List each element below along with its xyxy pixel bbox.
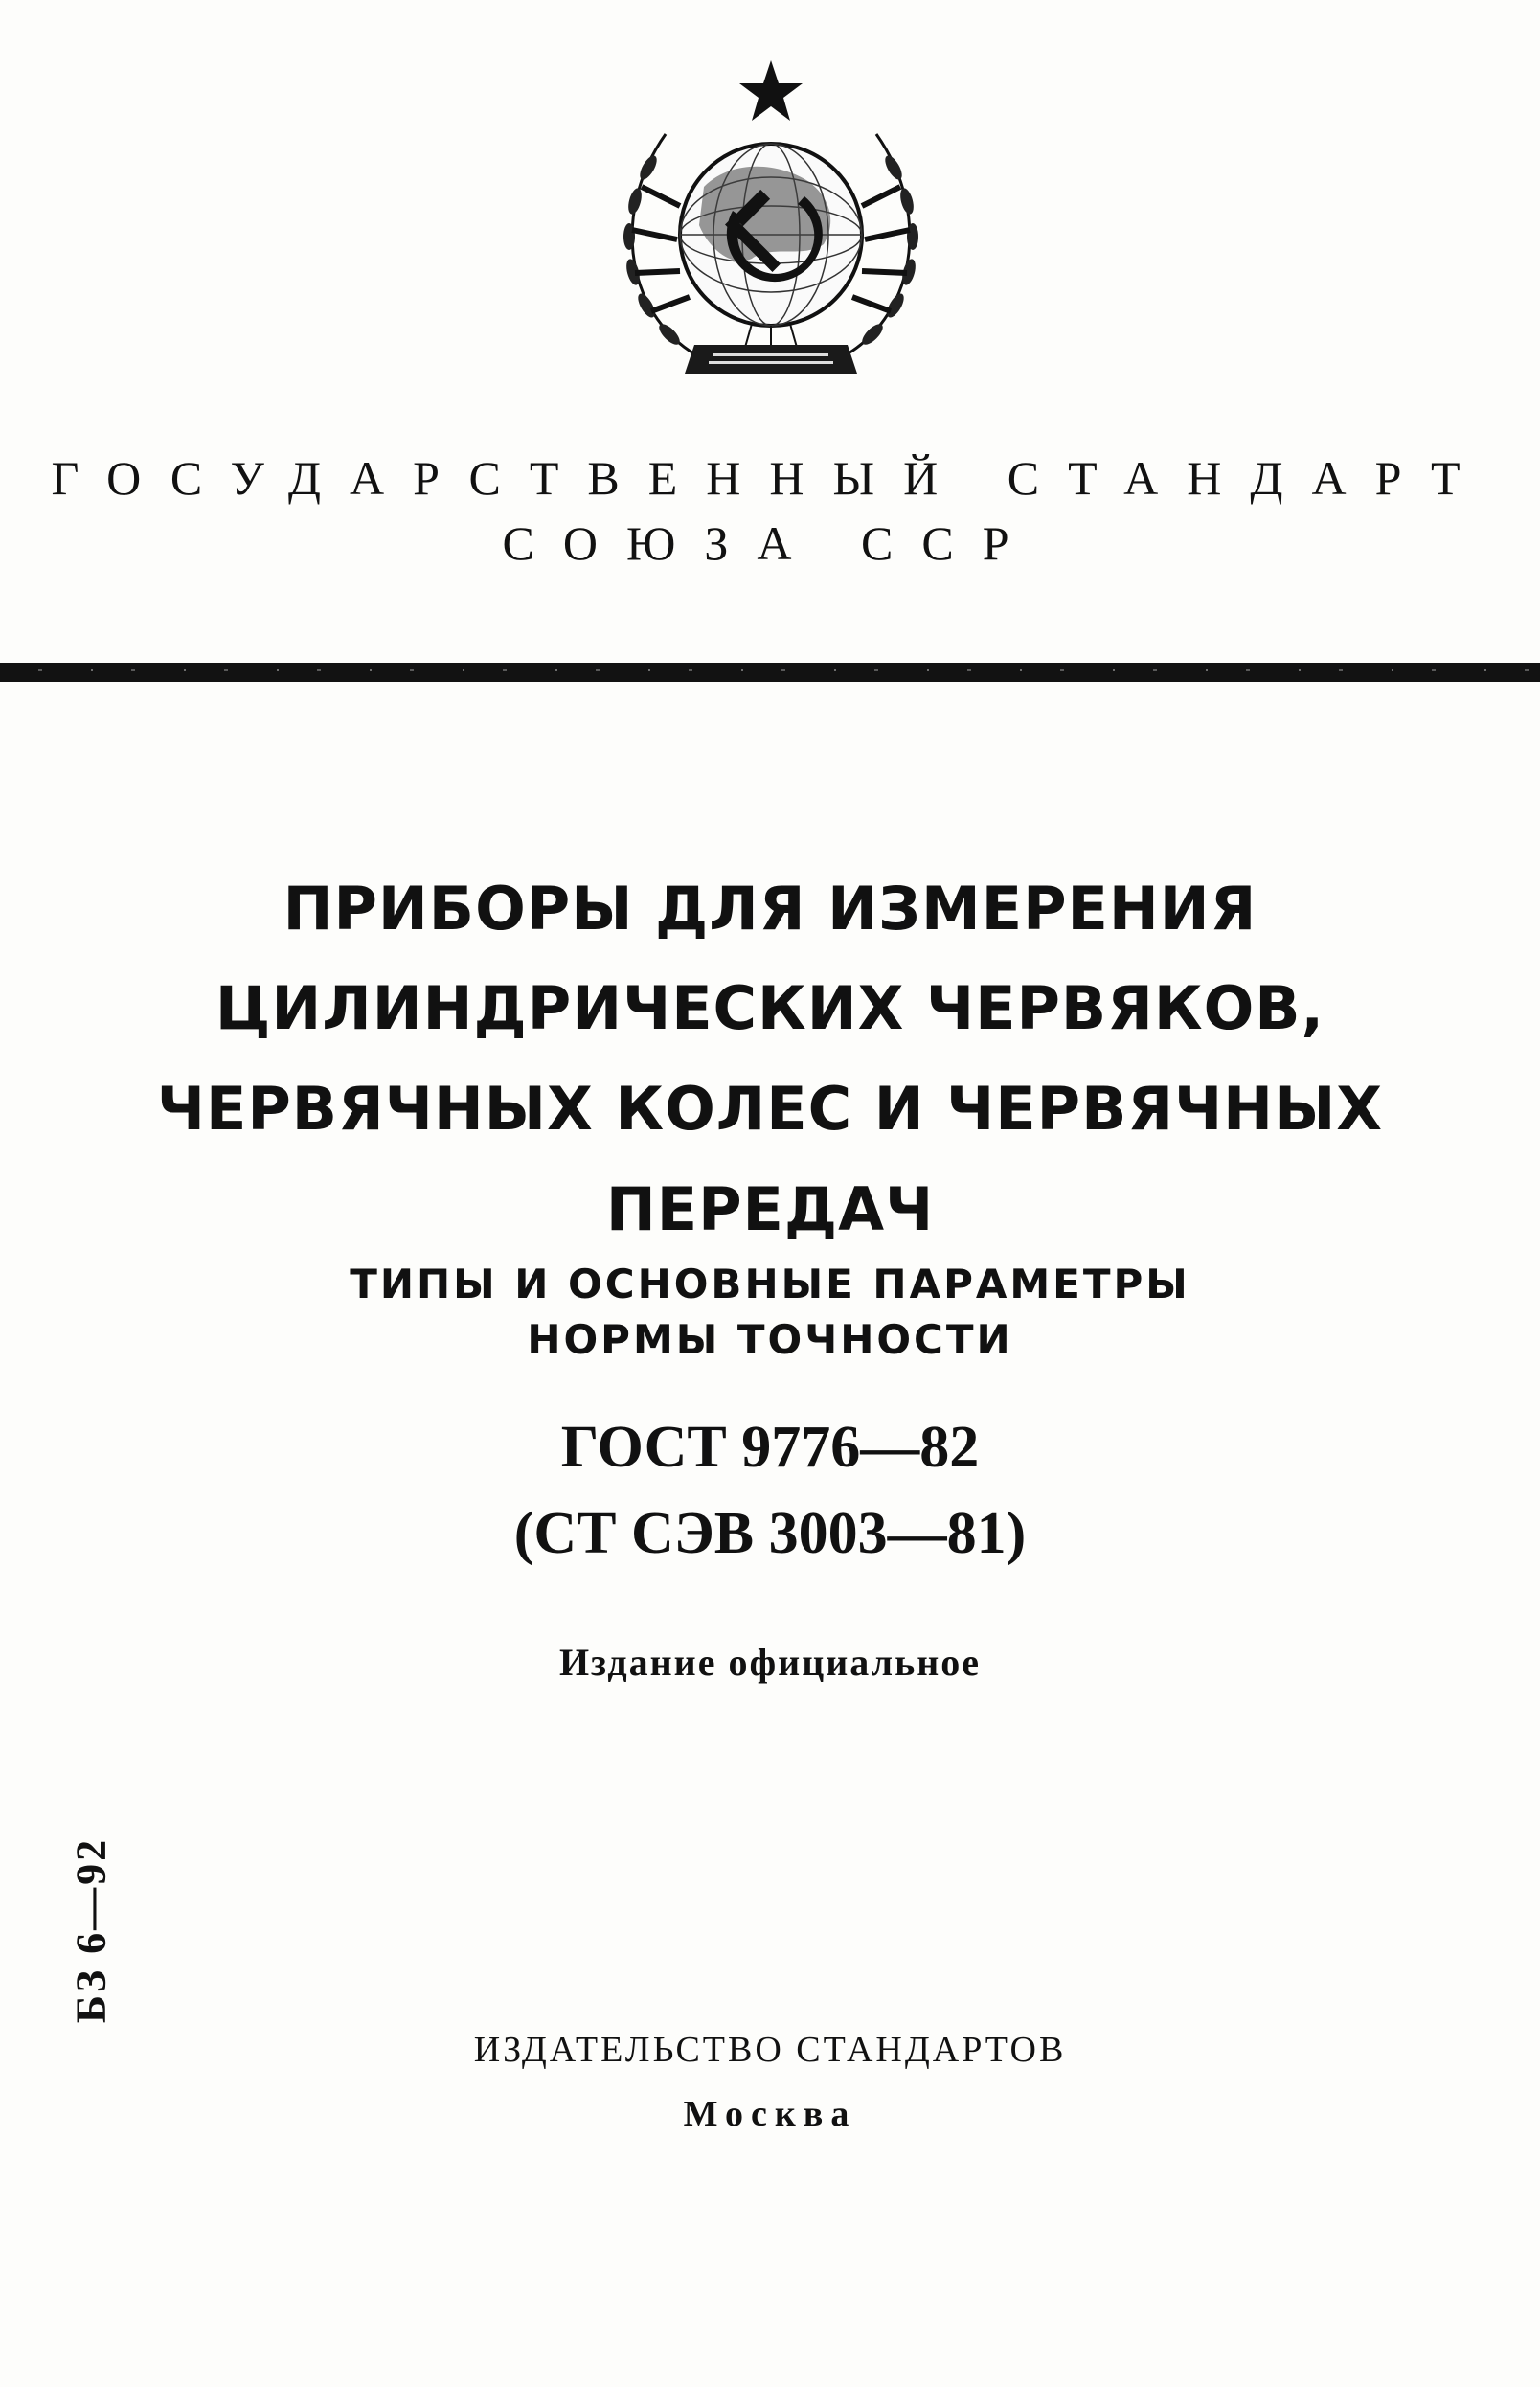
- header-line-2: СОЮЗА ССР: [502, 516, 1038, 570]
- side-code: БЗ 6—92: [67, 1836, 115, 2024]
- st-sev-number: (СТ СЭВ 3003—81): [513, 1501, 1027, 1566]
- title-line-1: ПРИБОРЫ ДЛЯ ИЗМЕРЕНИЯ: [283, 874, 1257, 943]
- divider: [0, 663, 1540, 682]
- title-line-3: ЧЕРВЯЧНЫХ КОЛЕС И ЧЕРВЯЧНЫХ: [156, 1074, 1384, 1144]
- title-line-2: ЦИЛИНДРИЧЕСКИХ ЧЕРВЯКОВ,: [215, 973, 1325, 1043]
- publisher-city: Москва: [683, 2094, 857, 2134]
- subtitle-line-2: НОРМЫ ТОЧНОСТИ: [527, 1316, 1013, 1363]
- title-line-4: ПЕРЕДАЧ: [605, 1174, 935, 1244]
- state-emblem-icon: [589, 53, 953, 417]
- star-icon: [739, 60, 803, 121]
- subtitle-line-1: ТИПЫ И ОСНОВНЫЕ ПАРАМЕТРЫ: [350, 1261, 1190, 1307]
- gost-number: ГОСТ 9776—82: [560, 1415, 980, 1480]
- edition-label: Издание официальное: [558, 1641, 982, 1684]
- header-line-1: ГОСУДАРСТВЕННЫЙ СТАНДАРТ: [51, 451, 1489, 505]
- publisher-name: ИЗДАТЕЛЬСТВО СТАНДАРТОВ: [473, 2030, 1067, 2070]
